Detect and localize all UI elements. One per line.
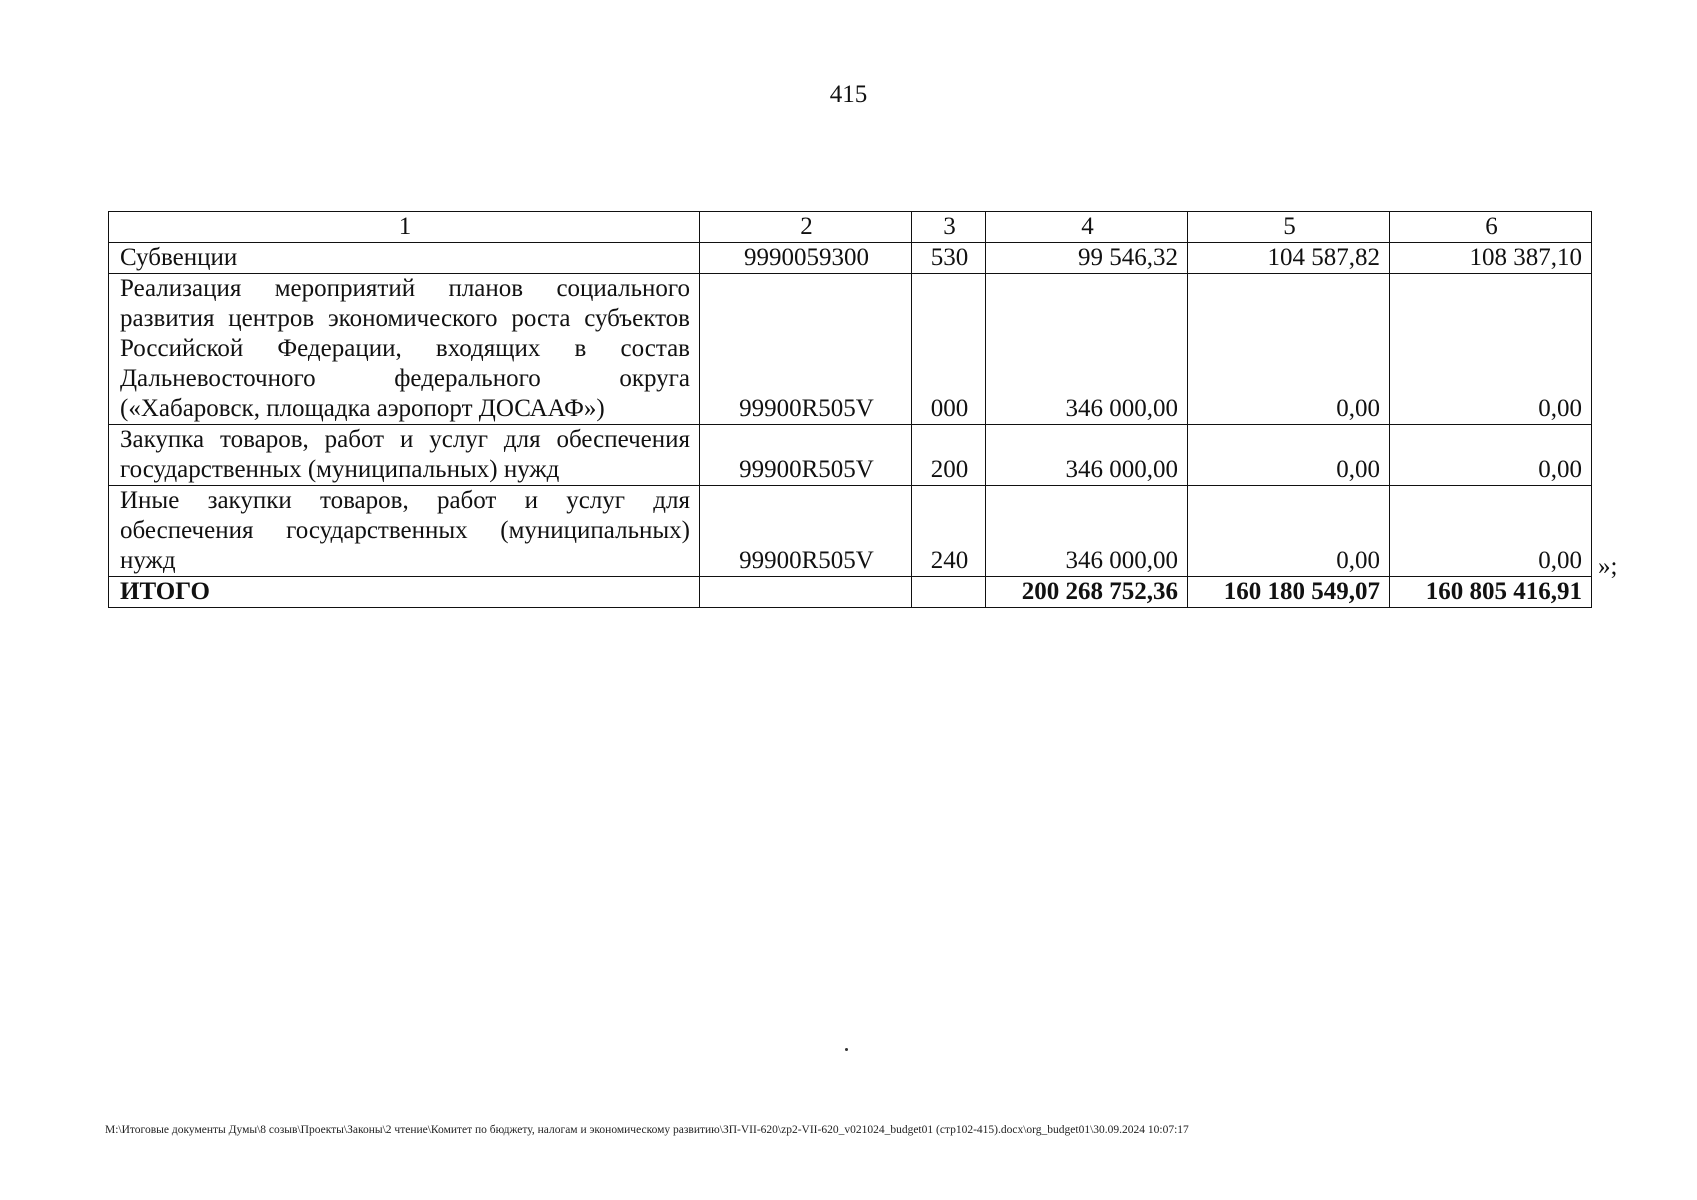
row-amount-3: 0,00: [1390, 486, 1592, 577]
row-name: Иные закупки товаров, работ и услуг для обеспечения государственных (муниципальных) нужд: [109, 486, 700, 577]
column-number: 1: [109, 212, 700, 243]
row-expense-type: 530: [912, 243, 986, 274]
table-row: [109, 486, 1592, 577]
row-code: 9990059300: [700, 243, 912, 274]
total-amount-3: 160 805 416,91: [1390, 577, 1592, 608]
row-code: 99900R505V: [700, 425, 912, 486]
row-amount-1: 346 000,00: [986, 486, 1188, 577]
row-name: Субвенции: [109, 243, 700, 274]
row-amount-2: 0,00: [1188, 425, 1390, 486]
page-number: 415: [829, 81, 868, 108]
row-code: 99900R505V: [700, 486, 912, 577]
total-label: ИТОГО: [109, 577, 700, 608]
column-number: 5: [1188, 212, 1390, 243]
row-amount-1: 346 000,00: [986, 425, 1188, 486]
row-amount-2: 0,00: [1188, 486, 1390, 577]
row-amount-2: 0,00: [1188, 274, 1390, 425]
budget-table: [108, 211, 1592, 608]
footer-file-path: M:\Итоговые документы Думы\8 созыв\Проекты\Законы\2 чтение\Комитет по бюджету, налогам и экономическому развитию\ЗП-VII-620\zp2-VII-620_v021024_budget01 (стр102-415).docx\org_budget01\30.09.2024 10:07:17: [105, 1124, 1189, 1136]
total-empty-cell: [912, 577, 986, 608]
table-row: [109, 425, 1592, 486]
row-expense-type: 240: [912, 486, 986, 577]
table-row: [109, 243, 1592, 274]
row-code: 99900R505V: [700, 274, 912, 425]
total-amount-1: 200 268 752,36: [986, 577, 1188, 608]
row-amount-1: 346 000,00: [986, 274, 1188, 425]
row-expense-type: 000: [912, 274, 986, 425]
column-number: 3: [912, 212, 986, 243]
table-row: [109, 274, 1592, 425]
row-name: Реализация мероприятий планов социального развития центров экономического роста субъектов Российской Федерации, входящих в состав Дальневосточного федерального округа («Хабаровск, площадка аэропорт ДОСААФ»): [109, 274, 700, 425]
row-amount-3: 108 387,10: [1390, 243, 1592, 274]
total-amount-2: 160 180 549,07: [1188, 577, 1390, 608]
total-empty-cell: [700, 577, 912, 608]
column-number: 6: [1390, 212, 1592, 243]
row-name: Закупка товаров, работ и услуг для обеспечения государственных (муниципальных) нужд: [109, 425, 700, 486]
total-row: [109, 577, 1592, 608]
column-number: 4: [986, 212, 1188, 243]
row-amount-3: 0,00: [1390, 274, 1592, 425]
column-number-row: [109, 212, 1592, 243]
row-amount-3: 0,00: [1390, 425, 1592, 486]
row-amount-2: 104 587,82: [1188, 243, 1390, 274]
scan-speck: [845, 1048, 848, 1051]
closing-quote-mark: »;: [1598, 553, 1618, 580]
row-amount-1: 99 546,32: [986, 243, 1188, 274]
row-expense-type: 200: [912, 425, 986, 486]
column-number: 2: [700, 212, 912, 243]
